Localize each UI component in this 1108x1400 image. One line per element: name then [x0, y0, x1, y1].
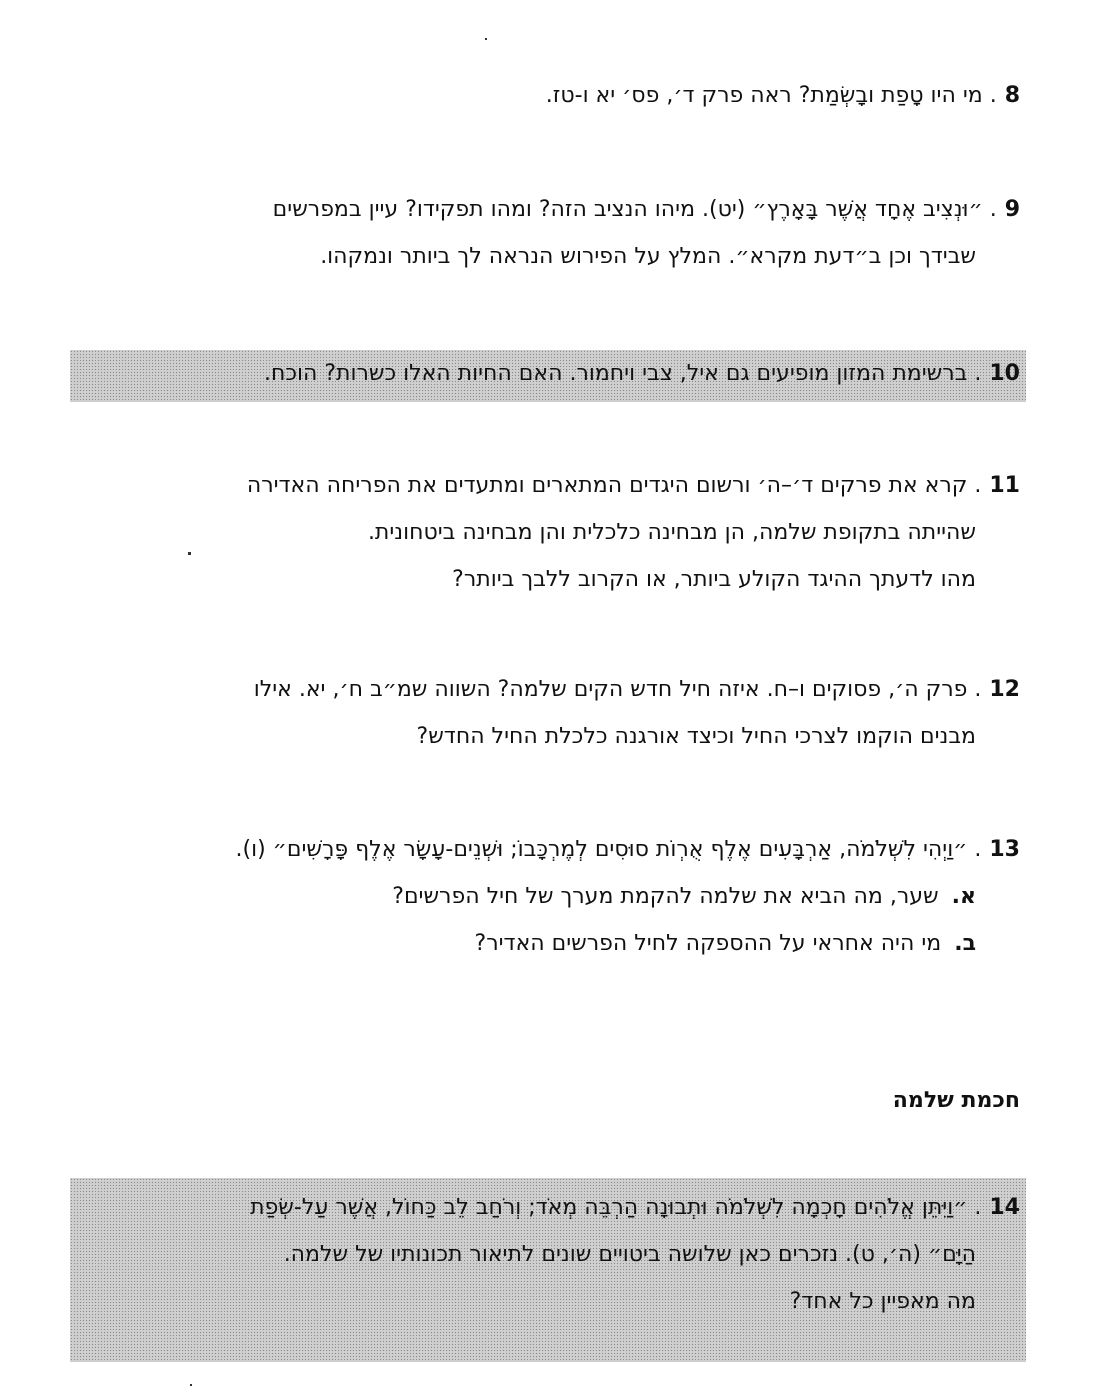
question-line: 8. מי היו טָפַת ובָשְׂמַת? ראה פרק ד׳, פס׳ יא ו-טז.: [545, 83, 1020, 108]
sub-question-text: מי היה אחראי על ההספקה לחיל הפרשים האדיר?: [474, 931, 942, 956]
question-14: [70, 1178, 1026, 1362]
question-10: [70, 350, 1026, 402]
question-line: מהו לדעתך ההיגד הקולע ביותר, או הקרוב ללבך ביותר?: [452, 567, 976, 592]
question-text: ״וַיִּתֵּן אֱלֹהִים חָכְמָה לִשְׁלֹמֹה וּתְבוּנָה הַרְבֵּה מְאֹד; וְרֹחַב לֵב כַּחוֹל, אֲשֶׁר עַל-שְׂפַת: [250, 1195, 968, 1220]
scan-speck: [190, 1384, 192, 1386]
question-11: [65, 462, 1020, 603]
question-number: 14: [989, 1195, 1020, 1220]
question-text: קרא את פרקים ד׳–ה׳ ורשום היגדים המתארים ומתעדים את הפריחה האדירה: [246, 473, 968, 498]
question-line: 12. פרק ה׳, פסוקים ו–ח. איזה חיל חדש הקים שלמה? השווה שמ״ב ח׳, יא. אילו: [253, 677, 1020, 702]
question-number: 10: [989, 361, 1020, 386]
question-line: הַיָּם״ (ה׳, ט). נזכרים כאן שלושה ביטויים שונים לתיאור תכונותיו של שלמה.: [283, 1242, 976, 1267]
question-13: [65, 826, 1020, 967]
question-line: 9. ״וּנְצִיב אֶחָד אֲשֶׁר בָּאָרֶץ״ (יט). מיהו הנציב הזה? ומהו תפקידו? עיין במפרשים: [272, 197, 1020, 222]
question-line: מבנים הוקמו לצרכי החיל וכיצד אורגנה כלכלת החיל החדש?: [416, 724, 976, 749]
sub-question-letter: א.: [951, 884, 976, 909]
question-line: 11. קרא את פרקים ד׳–ה׳ ורשום היגדים המתארים ומתעדים את הפריחה האדירה: [246, 473, 1020, 498]
question-line: מה מאפיין כל אחד?: [789, 1289, 976, 1314]
question-number: 11: [989, 473, 1020, 498]
sub-question-letter: ב.: [954, 931, 976, 956]
question-text: פרק ה׳, פסוקים ו–ח. איזה חיל חדש הקים שלמה? השווה שמ״ב ח׳, יא. אילו: [253, 677, 968, 702]
question-line: שהייתה בתקופת שלמה, הן מבחינה כלכלית והן מבחינה ביטחונית.: [367, 520, 976, 545]
question-line: 14. ״וַיִּתֵּן אֱלֹהִים חָכְמָה לִשְׁלֹמֹה וּתְבוּנָה הַרְבֵּה מְאֹד; וְרֹחַב לֵב כַּחוֹל, אֲשֶׁר עַל-שְׂפַת: [250, 1195, 1020, 1220]
question-line: 10. ברשימת המזון מופיעים גם איל, צבי ויחמור. האם החיות האלו כשרות? הוכח.: [263, 361, 1020, 386]
question-8: [65, 72, 1020, 119]
question-text: ברשימת המזון מופיעים גם איל, צבי ויחמור. האם החיות האלו כשרות? הוכח.: [263, 361, 968, 386]
sub-question-a: [65, 873, 1020, 920]
scan-speck: [188, 552, 191, 555]
question-text: מי היו טָפַת ובָשְׂמַת? ראה פרק ד׳, פס׳ יא ו-טז.: [545, 83, 983, 108]
question-line: 13. ״וַיְהִי לִשְׁלֹמֹה, אַרְבָּעִים אֶלֶף אֻרְוֹת סוּסִים לְמֶרְכָּבוֹ; וּשְׁנֵים-עָשָׂר אֶלֶף פָּרָשִׁים״ (ו).: [235, 837, 1020, 862]
question-number: 12: [989, 677, 1020, 702]
question-text: ״וַיְהִי לִשְׁלֹמֹה, אַרְבָּעִים אֶלֶף אֻרְוֹת סוּסִים לְמֶרְכָּבוֹ; וּשְׁנֵים-עָשָׂר אֶלֶף פָּרָשִׁים״ (ו).: [235, 837, 968, 862]
sub-question-text: שער, מה הביא את שלמה להקמת מערך של חיל הפרשים?: [392, 884, 939, 909]
question-number: 13: [989, 837, 1020, 862]
question-line: שבידך וכן ב״דעת מקרא״. המלץ על הפירוש הנראה לך ביותר ונמקהו.: [320, 244, 976, 269]
sub-question-b: [65, 920, 1020, 967]
section-heading: חכמת שלמה: [892, 1088, 1020, 1113]
question-text: ״וּנְצִיב אֶחָד אֲשֶׁר בָּאָרֶץ״ (יט). מיהו הנציב הזה? ומהו תפקידו? עיין במפרשים: [272, 197, 983, 222]
question-number: 9: [1004, 197, 1020, 222]
scan-speck: [485, 38, 487, 40]
question-12: [65, 666, 1020, 760]
question-number: 8: [1004, 83, 1020, 108]
question-9: [65, 186, 1020, 280]
